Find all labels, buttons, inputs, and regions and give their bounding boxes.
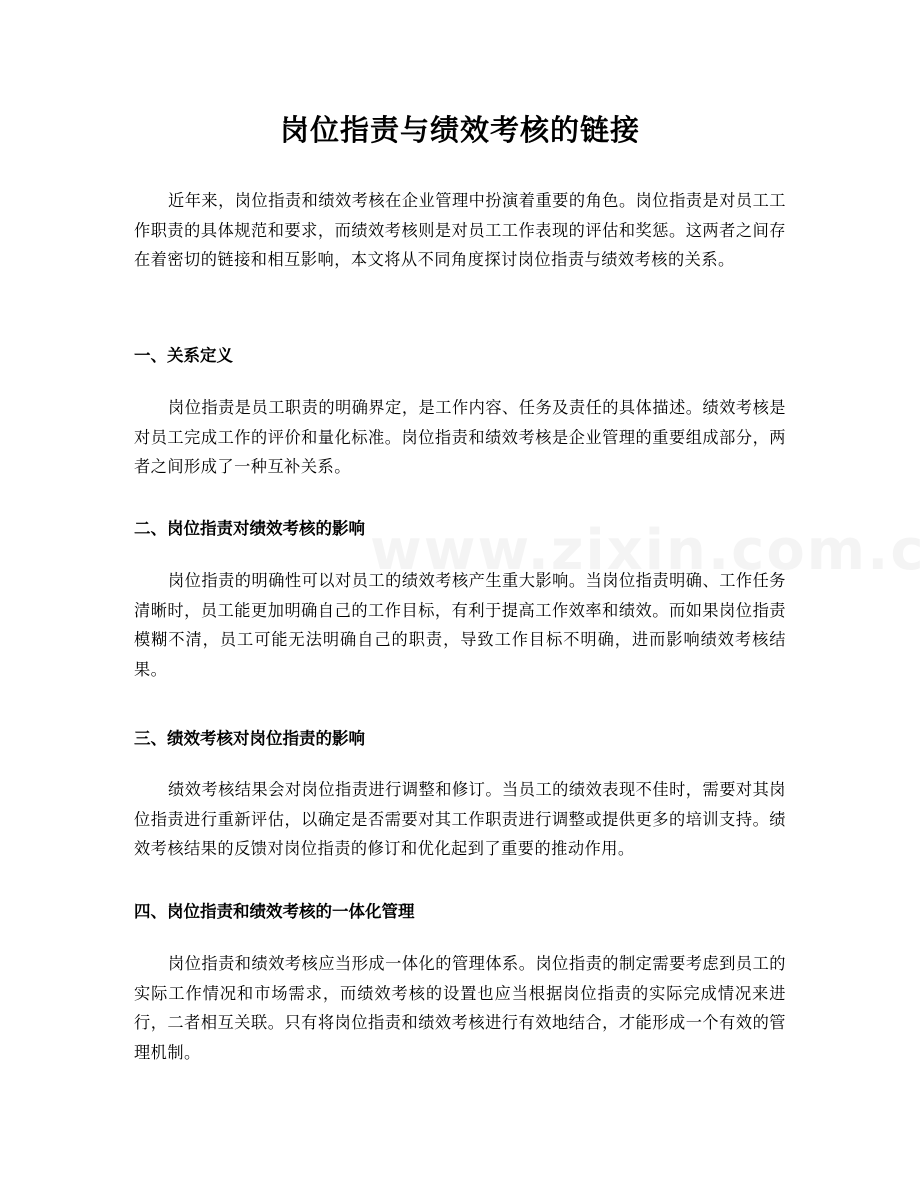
- document-title: 岗位指责与绩效考核的链接: [279, 113, 640, 147]
- section-paragraph-3: 绩效考核结果会对岗位指责进行调整和修订。当员工的绩效表现不佳时，需要对其岗位指责进行重新评估，以确定是否需要对其工作职责进行调整或提供更多的培训支持。绩效考核结果的反馈对岗位指责的修订和优化起到了重要的推动作用。: [134, 780, 786, 859]
- section-heading-2: 二、岗位指责对绩效考核的影响: [134, 519, 365, 538]
- section-paragraph-1: 岗位指责是员工职责的明确界定，是工作内容、任务及责任的具体描述。绩效考核是对员工完成工作的评价和量化标准。岗位指责和绩效考核是企业管理的重要组成部分，两者之间形成了一种互补关系。: [134, 398, 786, 477]
- section-paragraph-2: 岗位指责的明确性可以对员工的绩效考核产生重大影响。当岗位指责明确、工作任务清晰时，员工能更加明确自己的工作目标，有利于提高工作效率和绩效。而如果岗位指责模糊不清，员工可能无法明确自己的职责，导致工作目标不明确，进而影响绩效考核结果。: [134, 571, 786, 679]
- intro-paragraph: 近年来，岗位指责和绩效考核在企业管理中扮演着重要的角色。岗位指责是对员工工作职责的具体规范和要求，而绩效考核则是对员工工作表现的评估和奖惩。这两者之间存在着密切的链接和相互影响，本文将从不同角度探讨岗位指责与绩效考核的关系。: [134, 191, 786, 270]
- section-heading-1: 一、关系定义: [134, 346, 233, 365]
- section-heading-3: 三、绩效考核对岗位指责的影响: [134, 729, 365, 748]
- section-paragraph-4: 岗位指责和绩效考核应当形成一体化的管理体系。岗位指责的制定需要考虑到员工的实际工作情况和市场需求，而绩效考核的设置也应当根据岗位指责的实际完成情况来进行，二者相互关联。只有将岗位指责和绩效考核进行有效地结合，才能形成一个有效的管理机制。: [134, 954, 786, 1062]
- section-heading-4: 四、岗位指责和绩效考核的一体化管理: [134, 902, 415, 921]
